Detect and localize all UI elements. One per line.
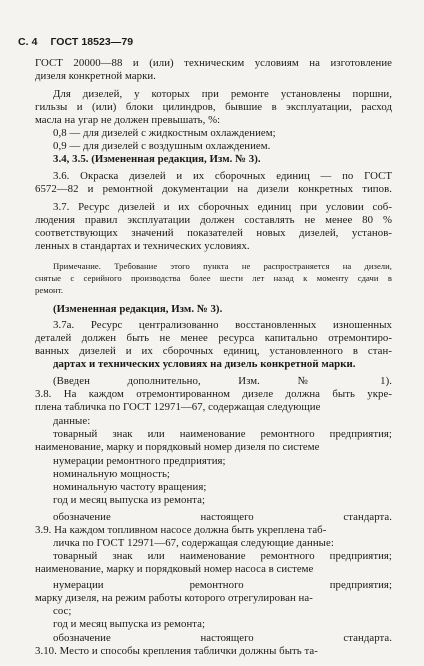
section-heading: 3.4, 3.5. (Измененная редакция, Изм. № 3). <box>53 153 261 165</box>
text-line: гильзы и (или) блоки цилиндров, бывшие в эксплуатации, расход <box>35 101 392 113</box>
text-line: наименование, марку и порядковый номер насоса в системе <box>35 563 314 575</box>
text-line: данные: <box>53 415 91 427</box>
text-line: масла на угар не должен превышать, %: <box>35 114 221 126</box>
text-line: плена табличка по ГОСТ 12971—67, содержащая следующие <box>35 401 321 413</box>
text-line: ГОСТ 20000—88 и (или) техническим условиям на изготовление <box>35 57 392 69</box>
note-line: снятые с серийного производства более шести лет назад к моменту сдачи в <box>35 273 392 283</box>
text-line: обозначение настоящего стандарта. <box>53 632 392 644</box>
text-line: марку дизеля, на режим работы которого отрегулирован на- <box>35 592 313 604</box>
text-line: 3.6. Окраска дизелей и их сборочных единиц — по ГОСТ <box>53 170 392 182</box>
text-line: сос; <box>53 605 72 617</box>
text-line: 3.9. На каждом топливном насосе должна быть укреплена таб- <box>35 524 327 536</box>
text-line: год и месяц выпуска из ремонта; <box>53 618 206 630</box>
text-line: нумерации ремонтного предприятия; <box>53 579 392 591</box>
text-line: нумерации ремонтного предприятия; <box>53 455 226 467</box>
text-line: ленных в стандартах и технических условиях. <box>35 240 250 252</box>
text-line: 3.10. Место и способы крепления таблички должны быть та- <box>35 645 318 657</box>
text-line: год и месяц выпуска из ремонта; <box>53 494 206 506</box>
standard-code: ГОСТ 18523—79 <box>50 36 134 48</box>
text-line: дизеля конкретной марки. <box>35 70 156 82</box>
text-line: товарный знак или наименование ремонтного предприятия; <box>53 550 392 562</box>
note-line: Примечание. Требование этого пункта не распространяется на дизели, <box>53 261 392 271</box>
page-number: С. 4 <box>18 36 38 48</box>
note-line: ремонт. <box>35 285 64 295</box>
text-line: (Введен дополнительно, Изм. № 1). <box>53 375 392 387</box>
text-line: Для дизелей, у которых при ремонте установлены поршни, <box>53 88 392 100</box>
section-heading: (Измененная редакция, Изм. № 3). <box>53 303 223 315</box>
text-line: 0,8 — для дизелей с жидкостным охлаждением; <box>53 127 276 139</box>
text-line: людения правил эксплуатации должен составлять не менее 80 % <box>35 214 392 226</box>
text-line: деталей должен быть не менее ресурса капитально отремонтиро- <box>35 332 392 344</box>
text-line: 3.7. Ресурс дизелей и их сборочных единиц при условии соб- <box>53 201 392 213</box>
section-heading: дартах и технических условиях на дизель конкретной марки. <box>53 358 356 370</box>
text-line: товарный знак или наименование ремонтного предприятия; <box>53 428 392 440</box>
text-line: 0,9 — для дизелей с воздушным охлаждением. <box>53 140 271 152</box>
text-line: номинальную частоту вращения; <box>53 481 207 493</box>
page-header <box>18 36 133 49</box>
text-line: соответствующих значений показателей новых дизелей, установ- <box>35 227 392 239</box>
text-line: наименование, марку и порядковый номер дизеля по системе <box>35 441 320 453</box>
text-line: 3.8. На каждом отремонтированном дизеле должна быть укре- <box>35 388 392 400</box>
text-line: номинальную мощность; <box>53 468 170 480</box>
text-line: личка по ГОСТ 12971—67, содержащая следующие данные: <box>53 537 334 549</box>
text-line: обозначение настоящего стандарта. <box>53 511 392 523</box>
text-line: 3.7а. Ресурс централизованно восстановленных изношенных <box>53 319 392 331</box>
text-line: ванных дизелей и их сборочных единиц, установленного в стан- <box>35 345 392 357</box>
text-line: 6572—82 и ремонтной документации на дизели конкретных типов. <box>35 183 392 195</box>
